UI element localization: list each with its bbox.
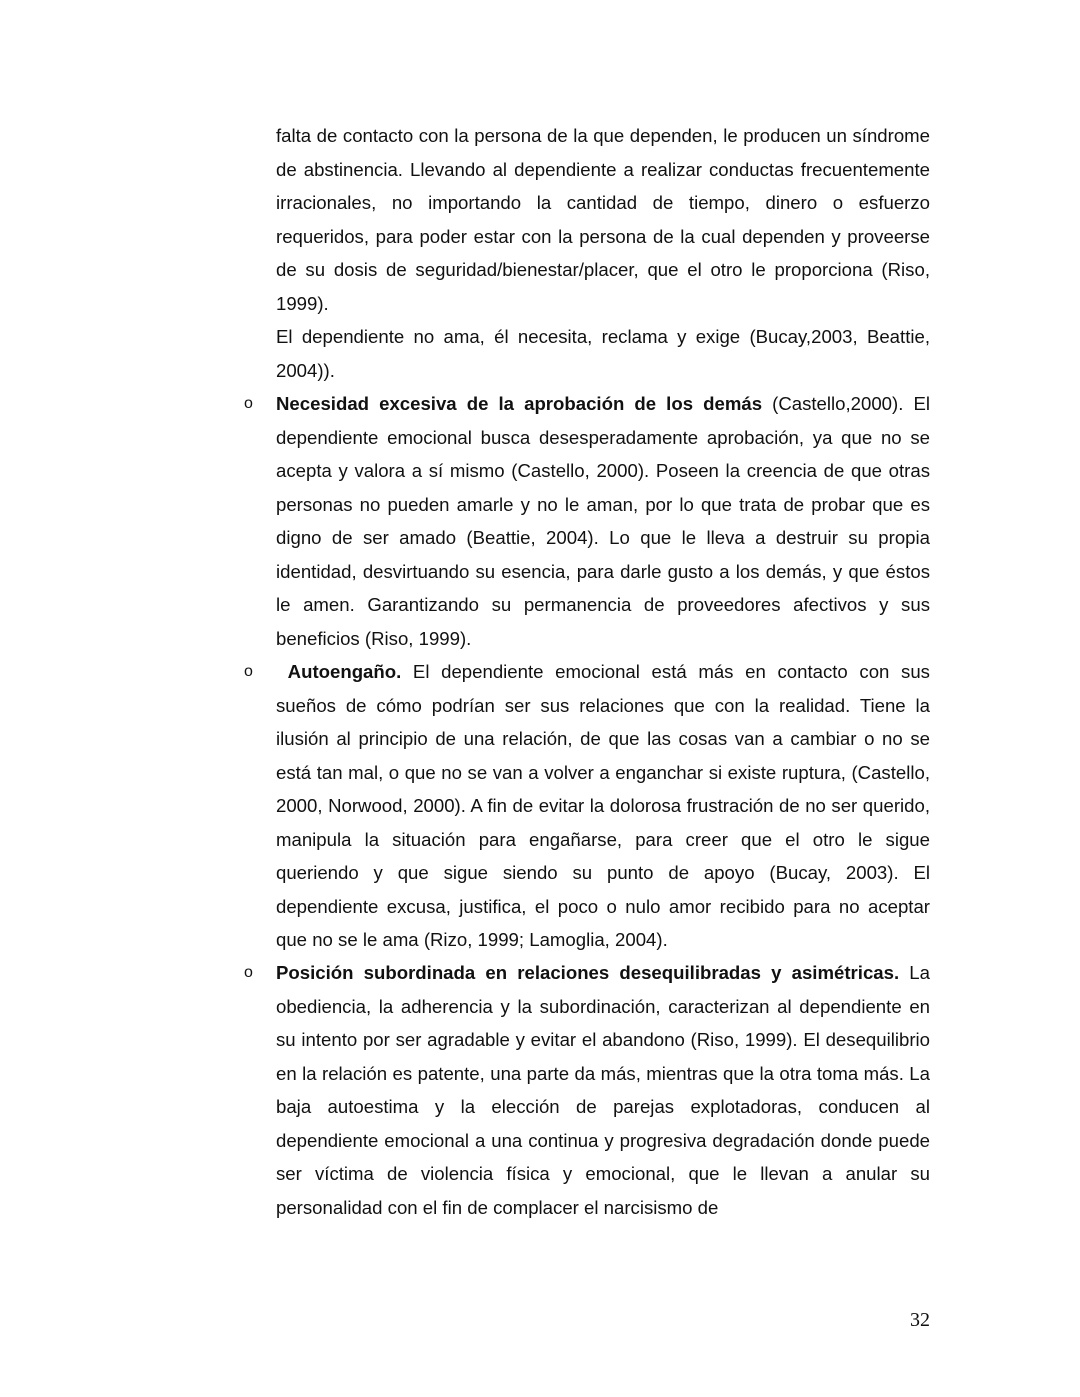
- list-item: [276, 655, 930, 957]
- item-title: Necesidad excesiva de la aprobación de los demás: [276, 393, 763, 414]
- list-item: [276, 387, 930, 655]
- item-body: (Castello,2000). El dependiente emocional busca desesperadamente aprobación, ya que no se acepta y valora a sí mismo (Castello, 2000). Poseen la creencia de que otras personas no pueden amarle y no le aman, por lo que trata de probar que es digno de ser amado (Beattie, 2004). Lo que le lleva a destruir su propia identidad, desvirtuando su esencia, para darle gusto a los demás, y que éstos le amen. Garantizando su permanencia de proveedores afectivos y sus beneficios (Riso, 1999).: [276, 393, 930, 649]
- item-body: La obediencia, la adherencia y la subordinación, caracterizan al dependiente en su intento por ser agradable y evitar el abandono (Riso, 1999). El desequilibrio en la relación es patente, una parte da más, mientras que la otra toma más. La baja autoestima y la elección de parejas explotadoras, conducen al dependiente emocional a una continua y progresiva degradación donde puede ser víctima de violencia física y emocional, que le llevan a anular su personalidad con el fin de complacer el narcisismo de: [276, 962, 930, 1218]
- continuation-paragraph: [276, 119, 930, 320]
- bullet-marker: o: [244, 663, 253, 680]
- continuation-note: [276, 320, 930, 387]
- item-body: El dependiente emocional está más en contacto con sus sueños de cómo podrían ser sus relaciones que con la realidad. Tiene la ilusión al principio de una relación, de que las cosas van a cambiar o no se está tan mal, o que no se van a volver a enganchar si existe ruptura, (Castello, 2000, Norwood, 2000). A fin de evitar la dolorosa frustración de no ser querido, manipula la situación para engañarse, para creer que el otro le sigue queriendo y que sigue siendo su punto de apoyo (Bucay, 2003). El dependiente excusa, justifica, el poco o nulo amor recibido para no aceptar que no se le ama (Rizo, 1999; Lamoglia, 2004).: [276, 661, 930, 950]
- item-title: Posición subordinada en relaciones desequilibradas y asimétricas.: [276, 962, 900, 983]
- bullet-marker: o: [244, 395, 253, 412]
- item-title: Autoengaño.: [287, 661, 402, 682]
- list-item: [276, 956, 930, 1224]
- bullet-marker: o: [244, 964, 253, 981]
- page-number: 32: [910, 1309, 930, 1331]
- continuation-text: falta de contacto con la persona de la que dependen, le producen un síndrome de abstinencia. Llevando al dependiente a realizar conductas frecuentemente irracionales, no importando la cantidad de tiempo, dinero o esfuerzo requeridos, para poder estar con la persona de la cual dependen y proveerse de su dosis de seguridad/bienestar/placer, que el otro le proporciona (Riso, 1999).: [276, 125, 930, 314]
- continuation-note-text: El dependiente no ama, él necesita, reclama y exige (Bucay,2003, Beattie, 2004)).: [276, 326, 930, 381]
